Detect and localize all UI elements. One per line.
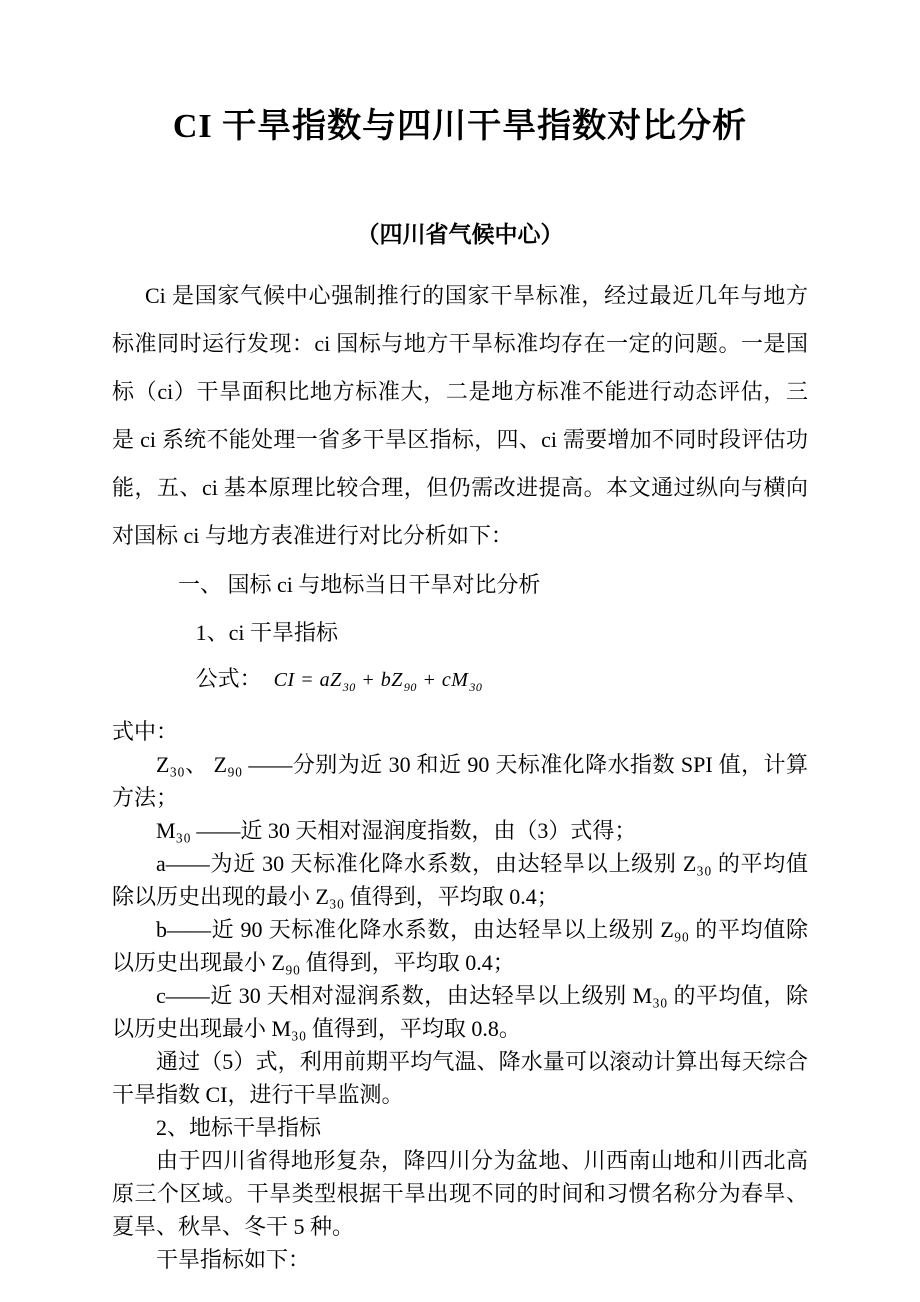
formula-label: 公式： (195, 666, 262, 692)
ci-formula (273, 669, 483, 695)
formula-operator-eq: = (294, 669, 320, 692)
definition-c: c——近 30 天相对湿润系数，由达轻旱以上级别 M₃₀ 的平均值，除以历史出现最小 M₃₀ 值得到，平均取 0.8。 (112, 983, 808, 1042)
formula-where-label: 式中： (112, 719, 179, 745)
paragraph-ci-monitoring: 通过（5）式，利用前期平均气温、降水量可以滚动计算出每天综合干旱指数 CI，进行干旱监测。 (112, 1049, 808, 1108)
formula-term-ci: CI (273, 669, 295, 692)
definition-a: a——为近 30 天标准化降水系数，由达轻旱以上级别 Z₃₀ 的平均值除以历史出现的最小 Z₃₀ 值得到，平均取 0.4； (112, 851, 808, 910)
formula-subscript-90: 90 (403, 680, 417, 695)
formula-line (112, 656, 808, 710)
paragraph-regions: 由于四川省得地形复杂，降四川分为盆地、川西南山地和川西北高原三个区域。干旱类型根据干旱出现不同的时间和习惯名称分为春旱、夏旱、秋旱、冬干 5 种。 (112, 1148, 808, 1240)
definition-z30-z90: Z₃₀、 Z₉₀ ——分别为近 30 和近 90 天标准化降水指数 SPI 值，计算方法； (112, 752, 808, 811)
subsection-2-heading: 2、地标干旱指标 (156, 1115, 322, 1141)
formula-term-cm: cM (441, 669, 469, 692)
intro-paragraph: Ci 是国家气候中心强制推行的国家干旱标准，经过最近几年与地方标准同时运行发现：ci 国标与地方干旱标准均存在一定的问题。一是国标（ci）干旱面积比地方标准大，二是地方标准不能进行动态评估，三是 ci 系统不能处理一省多干旱区指标，四、ci 需要增加不同时段评估功能，五、ci 基本原理比较合理，但仍需改进提高。本文通过纵向与横向对国标 ci 与地方表准进行对比分析如下： (112, 283, 808, 549)
formula-term-az: aZ (319, 669, 342, 692)
paragraph-index-intro: 干旱指标如下： (156, 1247, 311, 1273)
document-title: CI 干旱指数与四川干旱指数对比分析 (172, 108, 748, 145)
section-1-heading: 一、 国标 ci 与地标当日干旱对比分析 (178, 572, 541, 598)
formula-subscript-30: 30 (469, 680, 483, 695)
formula-operator-plus: + (355, 669, 381, 692)
definition-b: b——近 90 天标准化降水系数，由达轻旱以上级别 Z₉₀ 的平均值除以历史出现最小 Z₉₀ 值得到，平均取 0.4； (112, 917, 808, 976)
definition-m30: M₃₀ ——近 30 天相对湿润度指数，由（3）式得； (156, 818, 637, 844)
formula-term-bz: bZ (380, 669, 403, 692)
document-subtitle: （四川省气候中心） (356, 221, 564, 247)
subsection-1-heading: 1、ci 干旱指标 (195, 620, 338, 646)
formula-subscript-30: 30 (342, 680, 356, 695)
formula-operator-plus: + (416, 669, 442, 692)
